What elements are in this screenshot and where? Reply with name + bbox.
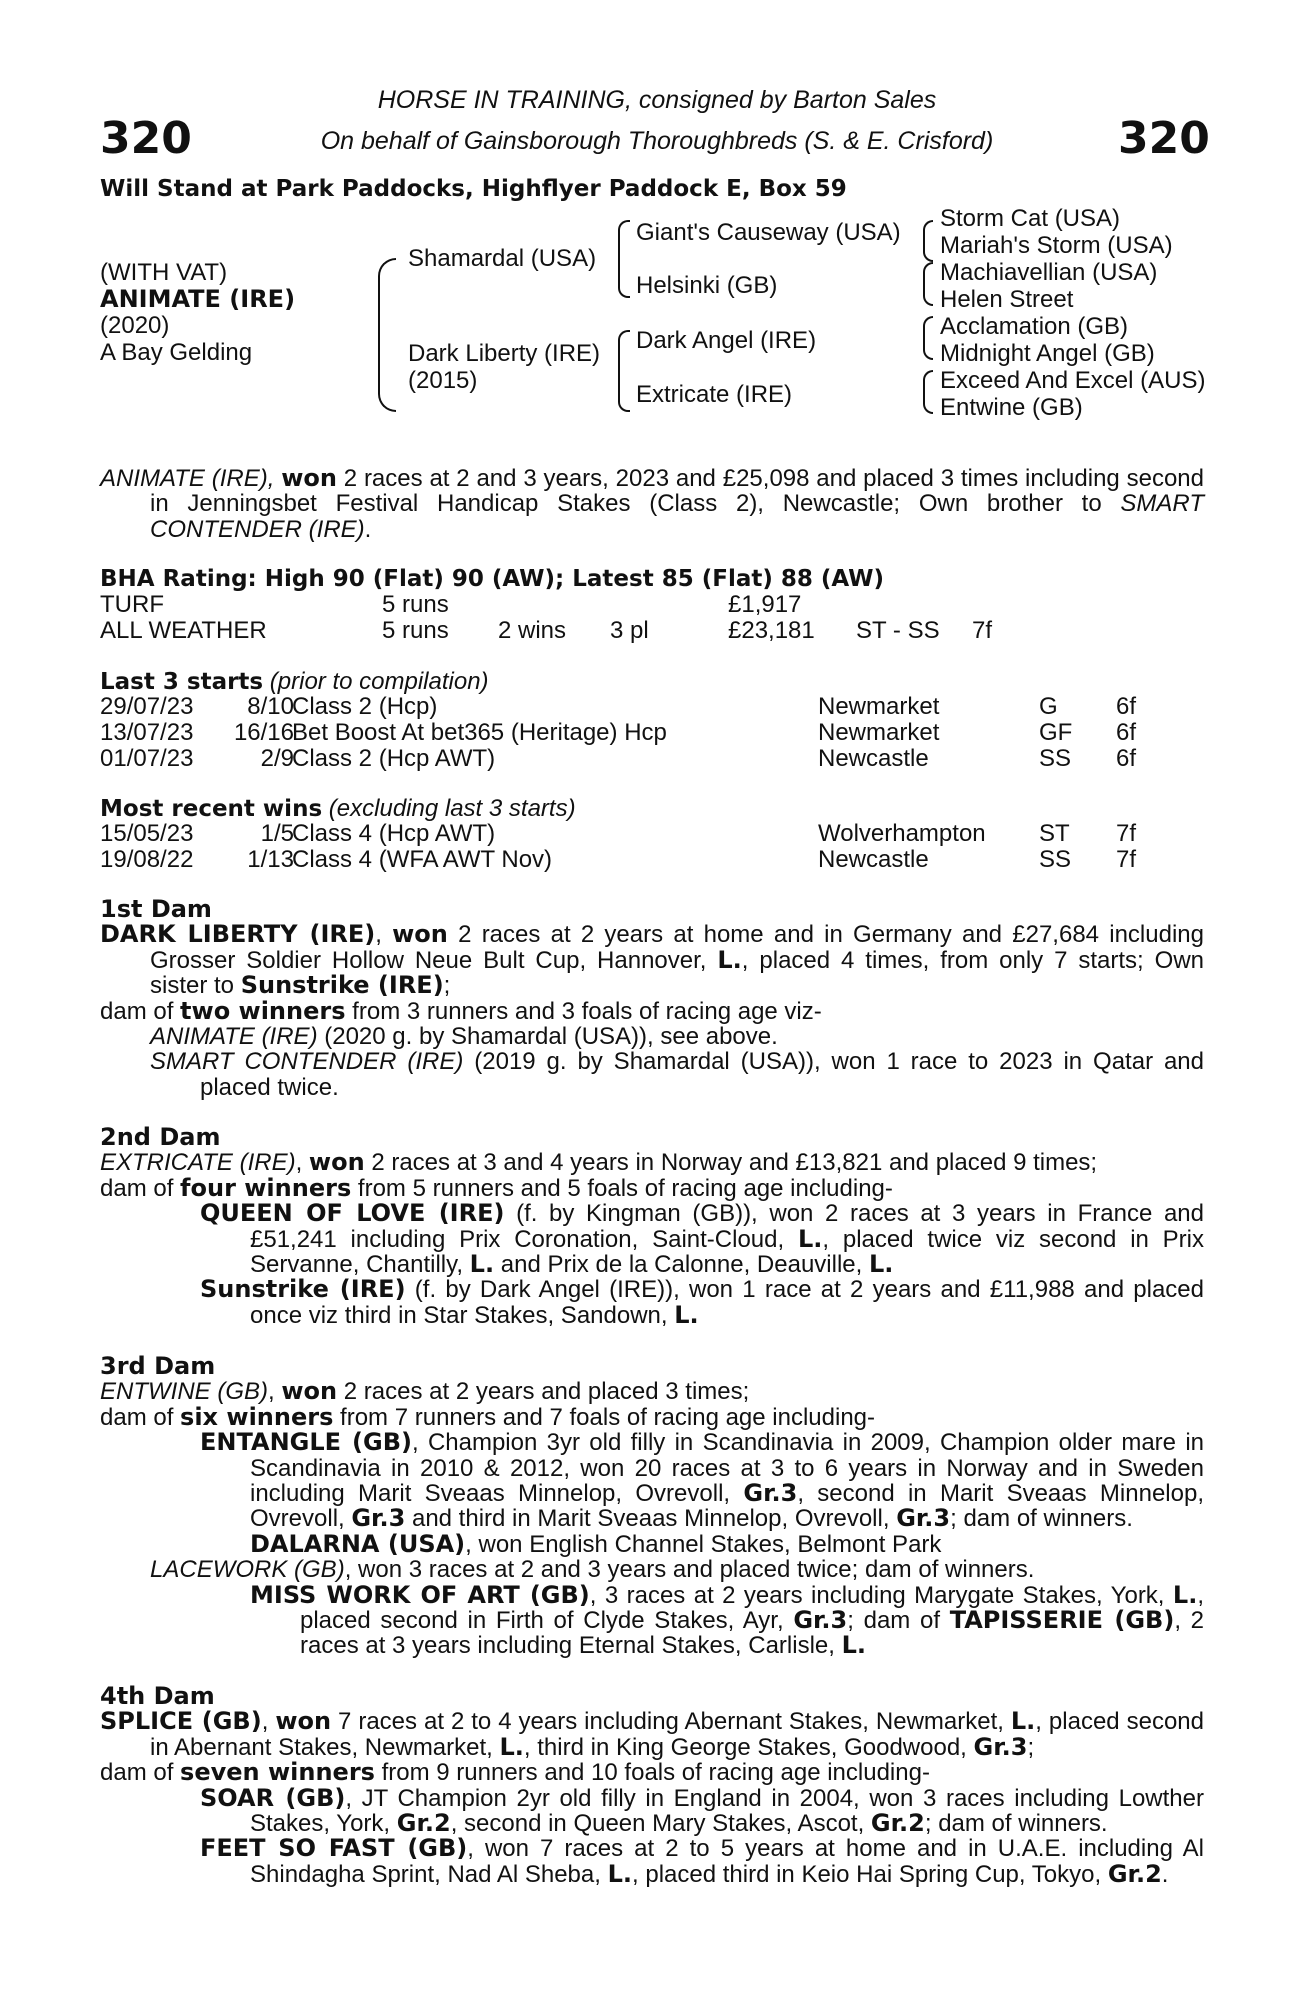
sep: ,	[375, 921, 393, 949]
progeny-name: MISS WORK OF ART (GB)	[250, 1580, 590, 1609]
pedigree-g6: Midnight Angel (GB)	[940, 340, 1155, 367]
dam-text: , placed 4 times, from only 7 starts; Own sister to	[150, 946, 1204, 1000]
third-dam-section	[100, 1354, 1204, 1659]
last3-note: (prior to compilation)	[263, 668, 489, 695]
start-position: 2/9	[260, 745, 294, 772]
progeny-name: Sunstrike (IRE)	[200, 1275, 406, 1304]
rating-surface: TURF	[100, 591, 164, 618]
progeny-text: ; dam of winners.	[924, 1810, 1108, 1838]
group-label: Gr.2	[1107, 1859, 1162, 1888]
pedigree-g7: Exceed And Excel (AUS)	[940, 367, 1206, 394]
second-dam-section	[100, 1125, 1204, 1328]
pedigree-brace-g1	[923, 220, 933, 262]
listed-label: L.	[469, 1250, 495, 1279]
first-dam-section	[100, 897, 1204, 1100]
summary-paragraph	[100, 466, 1204, 542]
progeny-text: and third in Marit Sveaas Minnelop, Ovrevoll,	[405, 1505, 897, 1533]
progeny-name: ENTANGLE (GB)	[200, 1428, 412, 1457]
dam-text: from 9 runners and 10 foals of racing age including-	[374, 1759, 930, 1787]
listed-label: L.	[1010, 1707, 1036, 1736]
progeny-text: , 2 races at 3 years including Eternal Stakes, Carlisle,	[300, 1607, 1205, 1660]
progeny-text: (f. by Dark Angel (IRE)), won 1 race at 2 years and £11,988 and placed once viz third in Star Stakes, Sandown,	[250, 1276, 1205, 1329]
win-course: Newcastle	[818, 846, 929, 873]
sep: ,	[261, 1708, 276, 1736]
pedigree-sire-sire: Giant's Causeway (USA)	[636, 219, 901, 246]
progeny-name: LACEWORK (GB)	[150, 1556, 345, 1584]
start-distance: 6f	[1116, 693, 1137, 720]
dam-text: , placed second in Abernant Stakes, Newmarket,	[150, 1708, 1204, 1761]
win-distance: 7f	[1116, 846, 1137, 873]
listed-label: L.	[607, 1859, 633, 1888]
listed-label: L.	[717, 945, 742, 974]
pedigree-g3: Machiavellian (USA)	[940, 259, 1158, 286]
horse-year: (2020)	[100, 312, 170, 339]
dam-text: from 5 runners and 5 foals of racing age including-	[351, 1174, 893, 1202]
listed-label: L.	[674, 1300, 699, 1329]
dam-text: ;	[443, 972, 451, 1000]
progeny-text: , won 3 races at 2 and 3 years and placed twice; dam of winners.	[344, 1556, 1035, 1584]
progeny-text: (f. by Kingman (GB)), won 2 races at 3 years in France and £51,241 including Prix Coronation, Saint-Cloud,	[250, 1200, 1204, 1253]
rating-placed: 3 pl	[610, 617, 649, 644]
winners-count: seven winners	[180, 1758, 375, 1787]
vendor-line: On behalf of Gainsborough Thoroughbreds (S. & E. Crisford)	[320, 127, 994, 155]
progeny-name: DALARNA (USA)	[250, 1529, 466, 1558]
horse-description: A Bay Gelding	[100, 339, 253, 366]
rating-distance: 7f	[972, 617, 993, 644]
dam-of: dam of	[100, 997, 181, 1025]
winners-count: four winners	[180, 1173, 352, 1202]
start-date: 13/07/23	[100, 719, 194, 746]
win-date: 15/05/23	[100, 820, 194, 847]
win-race: Class 4 (WFA AWT Nov)	[292, 846, 553, 873]
pedigree-sire-dam: Helsinki (GB)	[636, 272, 778, 299]
progeny-name: QUEEN OF LOVE (IRE)	[200, 1199, 505, 1228]
summary-won: won	[281, 464, 337, 492]
start-distance: 6f	[1116, 719, 1137, 746]
progeny-text: , placed twice viz second in Prix Servanne, Chantilly,	[250, 1225, 1205, 1279]
dam-text: 7 races at 2 to 4 years including Abernant Stakes, Newmarket,	[331, 1708, 1011, 1736]
rating-prize: £1,917	[728, 591, 802, 618]
pedigree-sire: Shamardal (USA)	[408, 245, 597, 272]
winners-count: six winners	[180, 1402, 334, 1431]
win-position: 1/13	[247, 846, 294, 873]
win-race: Class 4 (Hcp AWT)	[292, 820, 496, 847]
consignor-line: HORSE IN TRAINING, consigned by Barton Sales	[377, 86, 937, 114]
first-dam-heading: 1st Dam	[100, 895, 212, 923]
pedigree-brace-main	[378, 258, 396, 412]
start-going: G	[1039, 693, 1058, 720]
listed-label: L.	[868, 1250, 894, 1279]
start-going: GF	[1039, 719, 1073, 746]
pedigree-g4: Helen Street	[940, 286, 1074, 313]
dam-of: dam of	[100, 1174, 181, 1202]
sep: ,	[295, 1149, 309, 1177]
rating-table	[100, 592, 1204, 644]
horse-name: ANIMATE (IRE)	[100, 285, 296, 313]
dam-text: 2 races at 2 years and placed 3 times;	[337, 1378, 750, 1406]
start-date: 01/07/23	[100, 745, 194, 772]
group-label: Gr.3	[743, 1479, 798, 1508]
winners-count: two winners	[180, 996, 346, 1025]
first-dam-name: DARK LIBERTY (IRE)	[100, 920, 376, 949]
start-race: Class 2 (Hcp AWT)	[292, 745, 496, 772]
progeny-text: , Champion 3yr old filly in Scandinavia in 2009, Champion older mare in Scandinavia in 2010 & 2012, won 20 races at 3 to 6 years in Norway and in Sweden including Marit Sveaas Minnelop, Ovrevoll,	[250, 1429, 1205, 1508]
pedigree-dam-dam: Extricate (IRE)	[636, 381, 793, 408]
progeny-name: SOAR (GB)	[200, 1783, 346, 1812]
start-race: Class 2 (Hcp)	[292, 693, 438, 720]
progeny-text: , 3 races at 2 years including Marygate Stakes, York,	[589, 1581, 1173, 1609]
group-label: Gr.3	[351, 1504, 406, 1533]
progeny-name: SMART CONTENDER (IRE)	[150, 1048, 464, 1076]
progeny-text: , second in Marit Sveaas Minnelop, Ovrevoll,	[250, 1480, 1204, 1533]
pedigree-brace-g2	[923, 262, 933, 306]
start-course: Newmarket	[818, 719, 940, 746]
recent-wins-title: Most recent wins	[100, 796, 323, 822]
sep: ,	[268, 1378, 282, 1406]
lot-number-left: 320	[100, 113, 192, 164]
rating-wins: 2 wins	[498, 617, 567, 644]
listed-label: L.	[1172, 1580, 1198, 1609]
pedigree-brace-g3	[923, 316, 933, 360]
fourth-dam-name: SPLICE (GB)	[100, 1707, 262, 1736]
vat-note: (WITH VAT)	[100, 259, 228, 286]
win-going: SS	[1039, 846, 1072, 873]
pedigree-brace-sire	[618, 220, 630, 298]
dam-text: 2 races at 2 years at home and in Germany and £27,684 including Grosser Soldier Hollow Neue Bult Cup, Hannover,	[150, 921, 1204, 974]
dam-text: from 3 runners and 3 foals of racing age viz-	[345, 997, 822, 1025]
rating-runs: 5 runs	[382, 617, 449, 644]
start-distance: 6f	[1116, 745, 1137, 772]
listed-label: L.	[841, 1631, 867, 1660]
won-label: won	[275, 1707, 332, 1736]
group-label: Gr.2	[396, 1809, 451, 1838]
group-label: Gr.3	[793, 1606, 848, 1635]
progeny-name: TAPISSERIE (GB)	[949, 1606, 1175, 1635]
dam-text: , third in King George Stakes, Goodwood,	[523, 1733, 974, 1761]
summary-horse-name: ANIMATE (IRE),	[100, 465, 275, 492]
pedigree-brace-dam	[618, 330, 630, 412]
summary-brother: SMART CONTENDER (IRE)	[150, 490, 1204, 543]
last3-heading	[100, 668, 489, 696]
stand-location: Will Stand at Park Paddocks, Highflyer Paddock E, Box 59	[100, 176, 847, 202]
group-label: Gr.2	[870, 1809, 925, 1838]
progeny-text: , second in Queen Mary Stakes, Ascot,	[450, 1810, 871, 1838]
start-position: 8/10	[247, 693, 294, 720]
last3-table	[100, 694, 1204, 772]
fourth-dam-heading: 4th Dam	[100, 1682, 215, 1710]
summary-end: .	[364, 515, 372, 543]
group-label: Gr.3	[973, 1732, 1028, 1761]
second-dam-heading: 2nd Dam	[100, 1123, 221, 1151]
win-going: ST	[1039, 820, 1070, 847]
pedigree-brace-g4	[923, 370, 933, 414]
progeny-text: ; dam of	[847, 1607, 950, 1635]
third-dam-name: ENTWINE (GB)	[100, 1378, 268, 1406]
listed-label: L.	[797, 1224, 823, 1253]
win-date: 19/08/22	[100, 846, 194, 873]
group-label: Gr.3	[896, 1504, 951, 1533]
rating-prize: £23,181	[728, 617, 815, 644]
pedigree-g2: Mariah's Storm (USA)	[940, 232, 1173, 259]
progeny-text: and Prix de la Calonne, Deauville,	[494, 1251, 869, 1279]
dam-text: from 7 runners and 7 foals of racing age including-	[333, 1403, 876, 1431]
won-label: won	[281, 1377, 338, 1406]
progeny-text: , JT Champion 2yr old filly in England in 2004, won 3 races including Lowther Stakes, York,	[250, 1784, 1204, 1838]
progeny-name: ANIMATE (IRE)	[150, 1023, 318, 1051]
rating-surface: ALL WEATHER	[100, 617, 267, 644]
progeny-text: .	[1161, 1860, 1169, 1888]
progeny-name: FEET SO FAST (GB)	[200, 1834, 468, 1863]
rating-going: ST - SS	[856, 617, 940, 644]
start-course: Newmarket	[818, 693, 940, 720]
won-label: won	[392, 920, 448, 949]
progeny-text: , placed third in Keio Hai Spring Cup, Tokyo,	[632, 1860, 1108, 1888]
pedigree-dam: Dark Liberty (IRE)	[408, 340, 601, 367]
lot-number-right: 320	[1118, 113, 1210, 164]
pedigree-dam-sire: Dark Angel (IRE)	[636, 327, 817, 354]
start-date: 29/07/23	[100, 693, 194, 720]
recent-wins-table	[100, 821, 1204, 873]
win-position: 1/5	[260, 820, 294, 847]
pedigree-g1: Storm Cat (USA)	[940, 205, 1121, 232]
pedigree-g5: Acclamation (GB)	[940, 313, 1129, 340]
rating-runs: 5 runs	[382, 591, 449, 618]
progeny-text: (2020 g. by Shamardal (USA)), see above.	[317, 1023, 778, 1051]
start-course: Newcastle	[818, 745, 929, 772]
sister-name: Sunstrike (IRE)	[240, 971, 444, 1000]
start-position: 16/16	[233, 719, 294, 746]
dam-of: dam of	[100, 1759, 181, 1787]
listed-label: L.	[499, 1732, 524, 1761]
progeny-text: , won English Channel Stakes, Belmont Park	[465, 1530, 942, 1558]
pedigree-g8: Entwine (GB)	[940, 394, 1083, 421]
last3-title: Last 3 starts	[100, 669, 264, 695]
pedigree-dam-year: (2015)	[408, 367, 478, 394]
third-dam-heading: 3rd Dam	[100, 1352, 216, 1380]
progeny-text: (2019 g. by Shamardal (USA)), won 1 race to 2023 in Qatar and placed twice.	[200, 1048, 1204, 1101]
recent-wins-heading	[100, 795, 576, 823]
progeny-text: ; dam of winners.	[950, 1505, 1133, 1533]
win-course: Wolverhampton	[818, 820, 986, 847]
win-distance: 7f	[1116, 820, 1137, 847]
progeny-text: , placed second in Firth of Clyde Stakes, Ayr,	[300, 1581, 1204, 1635]
recent-wins-note: (excluding last 3 starts)	[322, 795, 576, 822]
fourth-dam-section	[100, 1684, 1204, 1887]
second-dam-name: EXTRICATE (IRE)	[100, 1149, 296, 1177]
dam-of: dam of	[100, 1403, 181, 1431]
bha-rating: BHA Rating: High 90 (Flat) 90 (AW); Latest 85 (Flat) 88 (AW)	[100, 566, 885, 592]
dam-text: 2 races at 3 and 4 years in Norway and £13,821 and placed 9 times;	[364, 1149, 1098, 1177]
start-race: Bet Boost At bet365 (Heritage) Hcp	[292, 719, 667, 746]
start-going: SS	[1039, 745, 1072, 772]
progeny-text: , won 7 races at 2 to 5 years at home and in U.A.E. including Al Shindagha Sprint, Nad Al Sheba,	[250, 1835, 1204, 1888]
summary-text: 2 races at 2 and 3 years, 2023 and £25,098 and placed 3 times including second in Jenningsbet Festival Handicap Stakes (Class 2), Newcastle; Own brother to	[150, 465, 1204, 518]
won-label: won	[308, 1148, 365, 1177]
dam-text: ;	[1027, 1733, 1035, 1761]
